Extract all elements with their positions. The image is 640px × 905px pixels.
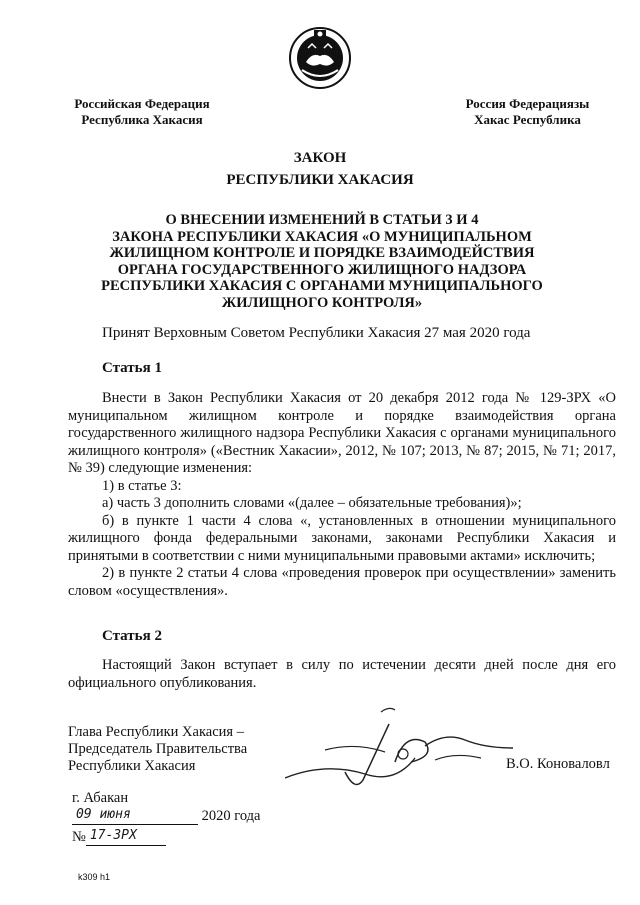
article-1-paragraph-1: Внести в Закон Республики Хакасия от 20 декабря 2012 года № 129-ЗРХ «О муниципальном жилищном контроле и порядке взаимодействия органа государственного жилищного надзора Республики Хакасия с органами муниципального жилищного контроля» («Вестник Хакасии», 2012, № 107; 2013, № 87; 2015, № 71; 2017, № 39) следующие изменения: [68,390,616,476]
adoption-line: Принят Верховным Советом Республики Хакасия 27 мая 2020 года [102,325,531,341]
signatory-name: В.О. Коноваловл [506,756,610,772]
article-2-title: Статья 2 [102,628,162,644]
date-line [72,806,260,825]
signatory-position-line-1: Глава Республики Хакасия – [68,724,244,740]
law-heading-line-2: ЗАКОНА РЕСПУБЛИКИ ХАКАСИЯ «О МУНИЦИПАЛЬНОМ [112,228,532,245]
article-2-paragraph-1: Настоящий Закон вступает в силу по истечении десяти дней после дня его официального опубликования. [68,657,616,691]
article-1-paragraph-5: 2) в пункте 2 статьи 4 слова «проведения проверок при осуществлении» заменить словом «осуществления». [68,565,616,599]
header-left-line-1: Российская Федерация [74,96,210,111]
law-heading-line-1: О ВНЕСЕНИИ ИЗМЕНЕНИЙ В СТАТЬИ 3 И 4 [165,212,479,228]
city: г. Абакан [72,790,129,806]
header-right [445,96,610,128]
number-blank [86,827,166,846]
law-heading-line-5: РЕСПУБЛИКИ ХАКАСИЯ С ОРГАНАМИ МУНИЦИПАЛЬНОГО [101,278,543,294]
signatory-position-line-3: Республики Хакасия [68,758,196,774]
article-1-paragraph-2: 1) в статье 3: [102,477,182,494]
article-2-body [68,657,616,692]
article-1-paragraph-3: а) часть 3 дополнить словами «(далее – обязательные требования)»; [102,495,522,511]
article-1-title: Статья 1 [102,360,162,376]
header-left-line-2: Республика Хакасия [81,112,203,127]
law-word: ЗАКОН [293,150,347,166]
signatory-position-line-2: Председатель Правительства [68,741,248,757]
coat-of-arms-emblem [288,26,352,90]
law-heading-line-4: ОРГАНА ГОСУДАРСТВЕННОГО ЖИЛИЩНОГО НАДЗОРА [117,261,527,278]
header-right-line-1: Россия Федерациязы [465,96,590,111]
number-line [72,827,166,846]
law-republic: РЕСПУБЛИКИ ХАКАСИЯ [226,172,414,188]
article-1-body [68,390,616,600]
law-heading [72,212,572,311]
date-blank [72,806,198,825]
handwritten-signature [285,702,515,794]
law-heading-line-6: ЖИЛИЩНОГО КОНТРОЛЯ» [221,294,423,311]
signatory-position [68,724,247,775]
number-sign: № [72,829,86,845]
handwritten-number: 17-ЗРХ [89,828,137,843]
header-right-line-2: Хакас Республика [474,112,581,127]
handwritten-date: 09 июня [76,807,131,822]
article-1-paragraph-4: б) в пункте 1 части 4 слова «, установленных в отношении муниципального жилищного фонда федеральными законами, законами Республики Хакасия и принятыми в соответствии с ними муниципальными правовыми актами» исключить; [68,512,616,564]
law-heading-line-3: ЖИЛИЩНОМ КОНТРОЛЕ И ПОРЯДКЕ ВЗАИМОДЕЙСТВИЯ [109,245,535,261]
date-year: 2020 года [201,808,261,824]
document-code: k309 h1 [78,872,111,882]
header-left [62,96,222,128]
